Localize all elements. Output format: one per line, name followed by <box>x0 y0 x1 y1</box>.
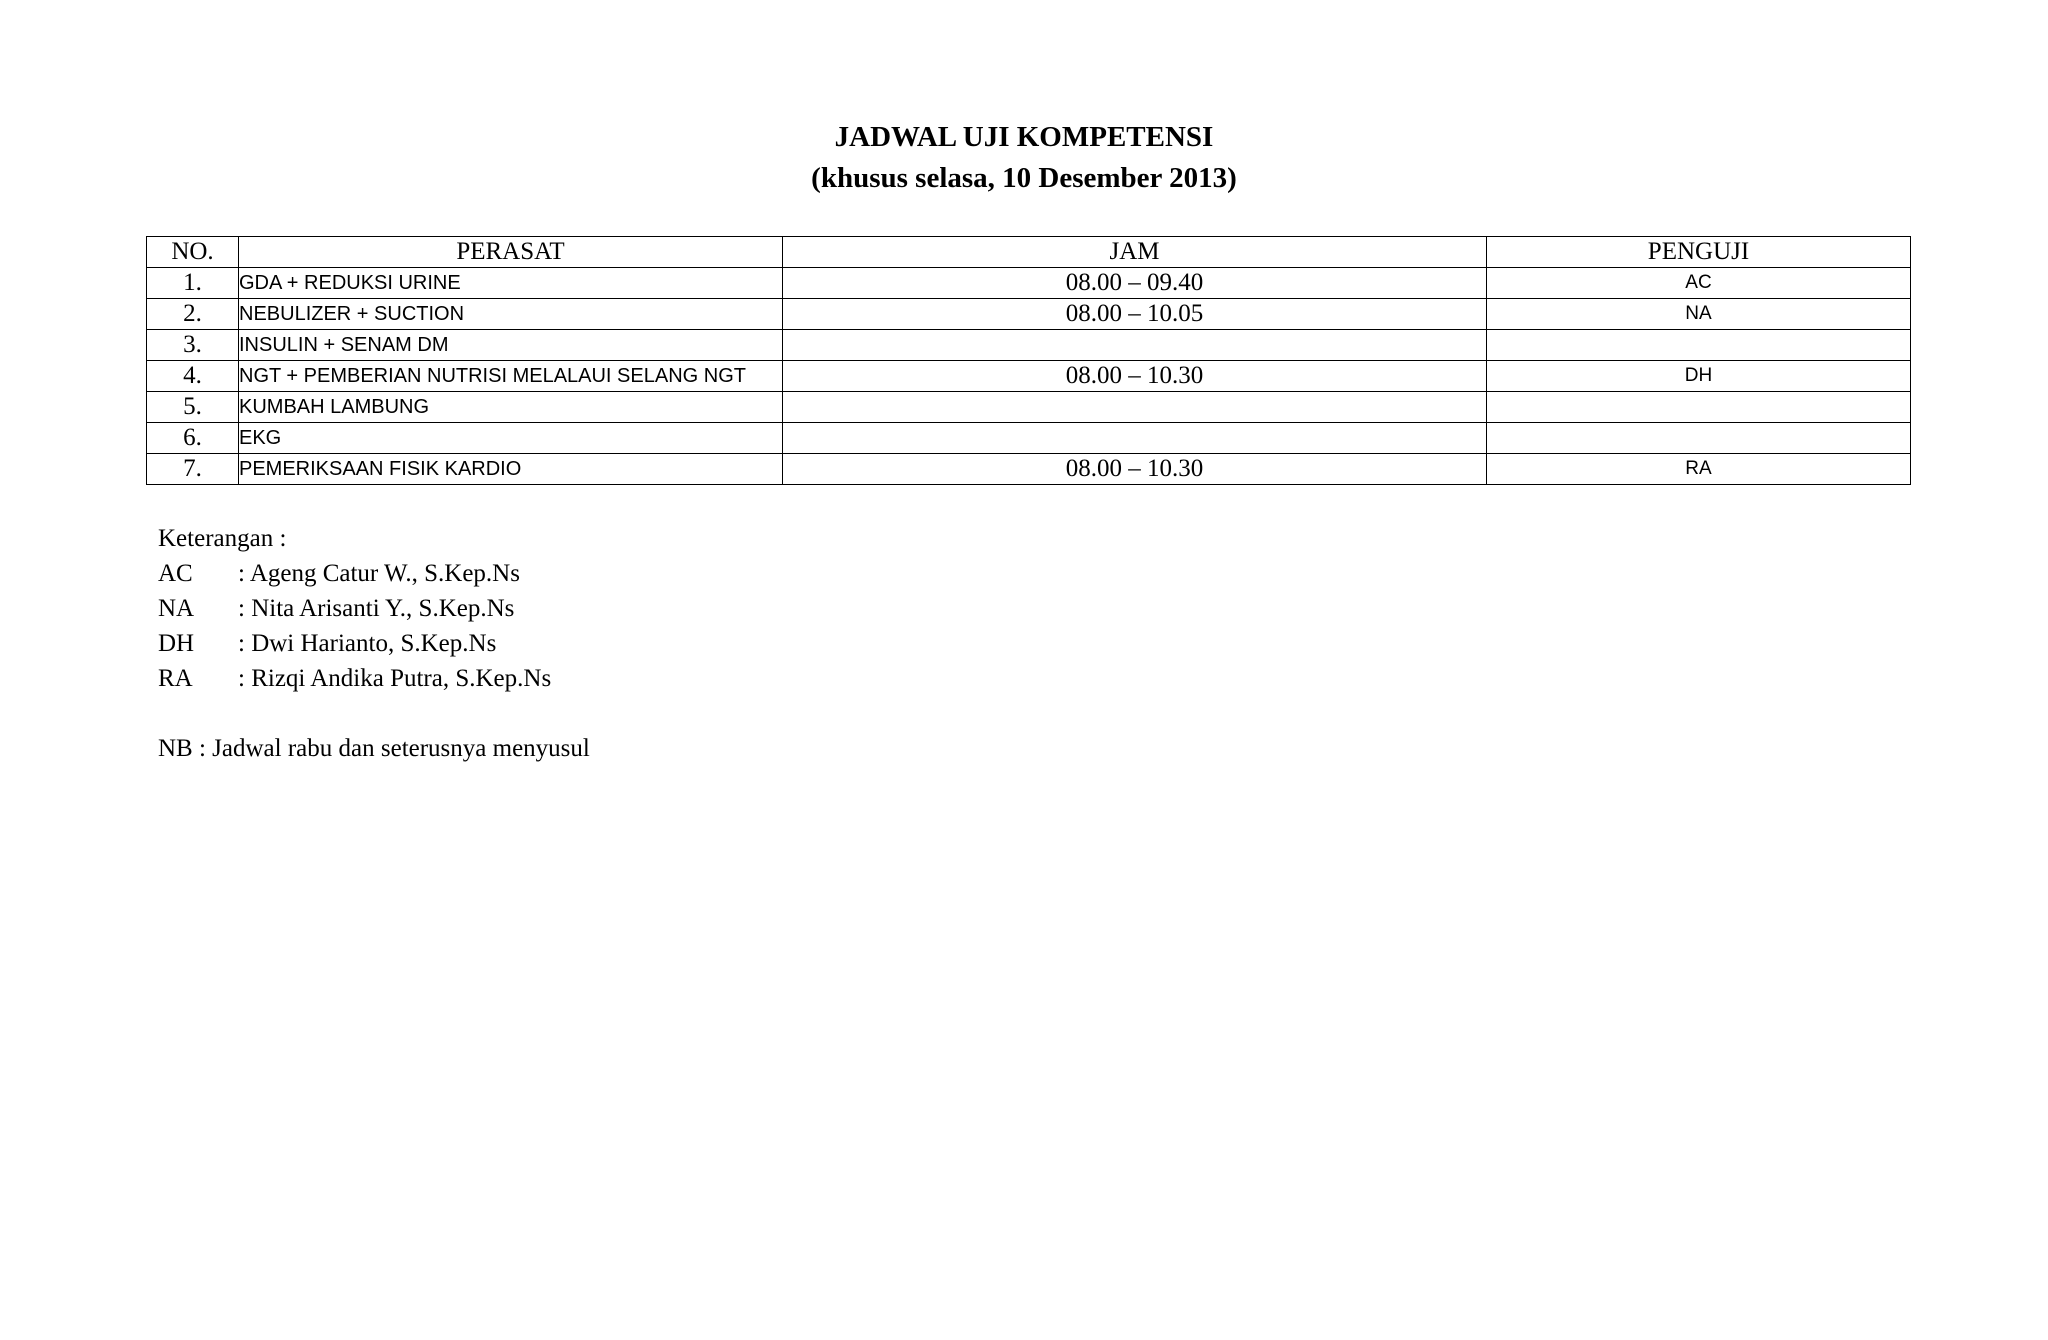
cell-jam <box>783 392 1487 423</box>
cell-penguji <box>1487 392 1911 423</box>
legend-item <box>158 661 551 696</box>
legend-name: : Ageng Catur W., S.Kep.Ns <box>238 560 520 587</box>
cell-penguji: DH <box>1487 361 1911 392</box>
cell-perasat: PEMERIKSAAN FISIK KARDIO <box>239 454 783 485</box>
cell-jam <box>783 423 1487 454</box>
cell-penguji <box>1487 330 1911 361</box>
cell-no: 7. <box>147 454 239 485</box>
cell-no: 1. <box>147 268 239 299</box>
cell-penguji: NA <box>1487 299 1911 330</box>
legend-name: : Dwi Harianto, S.Kep.Ns <box>238 630 497 657</box>
cell-penguji <box>1487 423 1911 454</box>
document-title: JADWAL UJI KOMPETENSI <box>834 121 1214 153</box>
cell-jam: 08.00 – 10.30 <box>783 454 1487 485</box>
cell-perasat: INSULIN + SENAM DM <box>239 330 783 361</box>
schedule-table <box>146 236 1911 485</box>
header-jam: JAM <box>783 237 1487 268</box>
header-no: NO. <box>147 237 239 268</box>
legend-item <box>158 626 496 661</box>
cell-no: 2. <box>147 299 239 330</box>
header-penguji: PENGUJI <box>1487 237 1911 268</box>
legend-heading: Keterangan : <box>158 525 287 552</box>
cell-jam: 08.00 – 10.30 <box>783 361 1487 392</box>
legend-code: NA <box>158 595 195 622</box>
legend-code: DH <box>158 630 195 657</box>
cell-perasat: KUMBAH LAMBUNG <box>239 392 783 423</box>
cell-perasat: EKG <box>239 423 783 454</box>
cell-perasat: NEBULIZER + SUCTION <box>239 299 783 330</box>
table-row <box>147 268 1911 299</box>
cell-perasat: NGT + PEMBERIAN NUTRISI MELALAUI SELANG NGT <box>239 361 783 392</box>
legend-code: AC <box>158 560 193 587</box>
cell-jam <box>783 330 1487 361</box>
cell-penguji: AC <box>1487 268 1911 299</box>
legend-name: : Nita Arisanti Y., S.Kep.Ns <box>238 595 515 622</box>
cell-no: 3. <box>147 330 239 361</box>
document-subtitle: (khusus selasa, 10 Desember 2013) <box>811 162 1237 194</box>
table-row <box>147 392 1911 423</box>
table-row <box>147 423 1911 454</box>
footnote: NB : Jadwal rabu dan seterusnya menyusul <box>158 735 590 762</box>
table-row <box>147 454 1911 485</box>
cell-jam: 08.00 – 10.05 <box>783 299 1487 330</box>
legend-code: RA <box>158 665 193 692</box>
header-perasat: PERASAT <box>239 237 783 268</box>
cell-no: 6. <box>147 423 239 454</box>
legend-name: : Rizqi Andika Putra, S.Kep.Ns <box>238 665 552 692</box>
legend-item <box>158 556 520 591</box>
cell-no: 5. <box>147 392 239 423</box>
cell-penguji: RA <box>1487 454 1911 485</box>
cell-no: 4. <box>147 361 239 392</box>
table-row <box>147 330 1911 361</box>
cell-jam: 08.00 – 09.40 <box>783 268 1487 299</box>
table-row <box>147 299 1911 330</box>
cell-perasat: GDA + REDUKSI URINE <box>239 268 783 299</box>
table-header-row <box>147 237 1911 268</box>
legend-item <box>158 591 514 626</box>
table-row <box>147 361 1911 392</box>
